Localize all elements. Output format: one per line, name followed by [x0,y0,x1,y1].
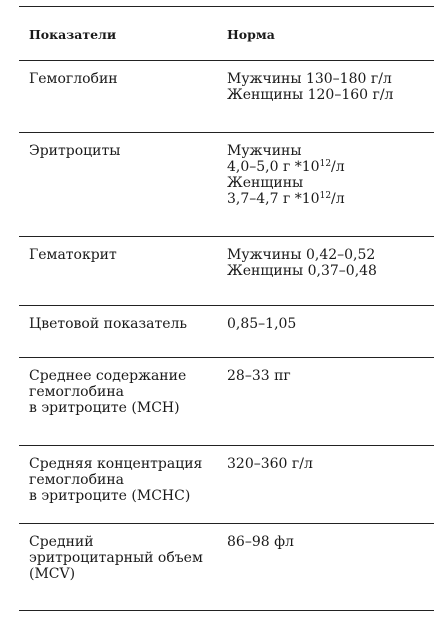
table-header-row [19,6,434,60]
norm-men-label: Мужчины [227,143,302,159]
exponent: 12 [319,159,332,169]
norm-cell [227,133,434,236]
exponent: 12 [319,191,332,201]
norm-men-value: 4,0–5,0 г $*10^{12}/л$ [227,159,345,175]
norm-cell: 0,85–1,05 [227,316,297,332]
table-row [19,60,434,132]
indicator-cell: Гемоглобин [29,71,118,87]
indicator-cell: Гематокрит [29,247,117,263]
table-row [19,236,434,305]
norm-cell: 28–33 пг [227,368,291,384]
table-row [19,132,434,236]
indicator-cell: Цветовой показатель [29,316,188,332]
norm-cell: 320–360 г/л [227,456,313,472]
indicator-cell: Эритроциты [29,143,121,159]
table-row [19,305,434,357]
norm-cell: 86–98 фл [227,534,294,550]
norm-cell: Мужчины 130–180 г/л Женщины 120–160 г/л [227,71,394,103]
header-norm: Норма [227,27,275,42]
indicator-cell: Среднее содержание гемоглобина в эритроците (MCH) [29,368,187,416]
norm-cell: Мужчины 0,42–0,52 Женщины 0,37–0,48 [227,247,377,279]
table-row [19,445,434,523]
reference-table [19,6,434,611]
norm-women-value: 3,7–4,7 г $*10^{12}/л$ [227,191,345,207]
header-indicator: Показатели [29,27,117,42]
indicator-cell: Средняя концентрация гемоглобина в эритроците (MCHC) [29,456,203,504]
norm-women-label: Женщины [227,175,304,191]
table-row [19,357,434,445]
indicator-cell: Средний эритроцитарный объем (MCV) [29,534,203,582]
table-row [19,523,434,611]
